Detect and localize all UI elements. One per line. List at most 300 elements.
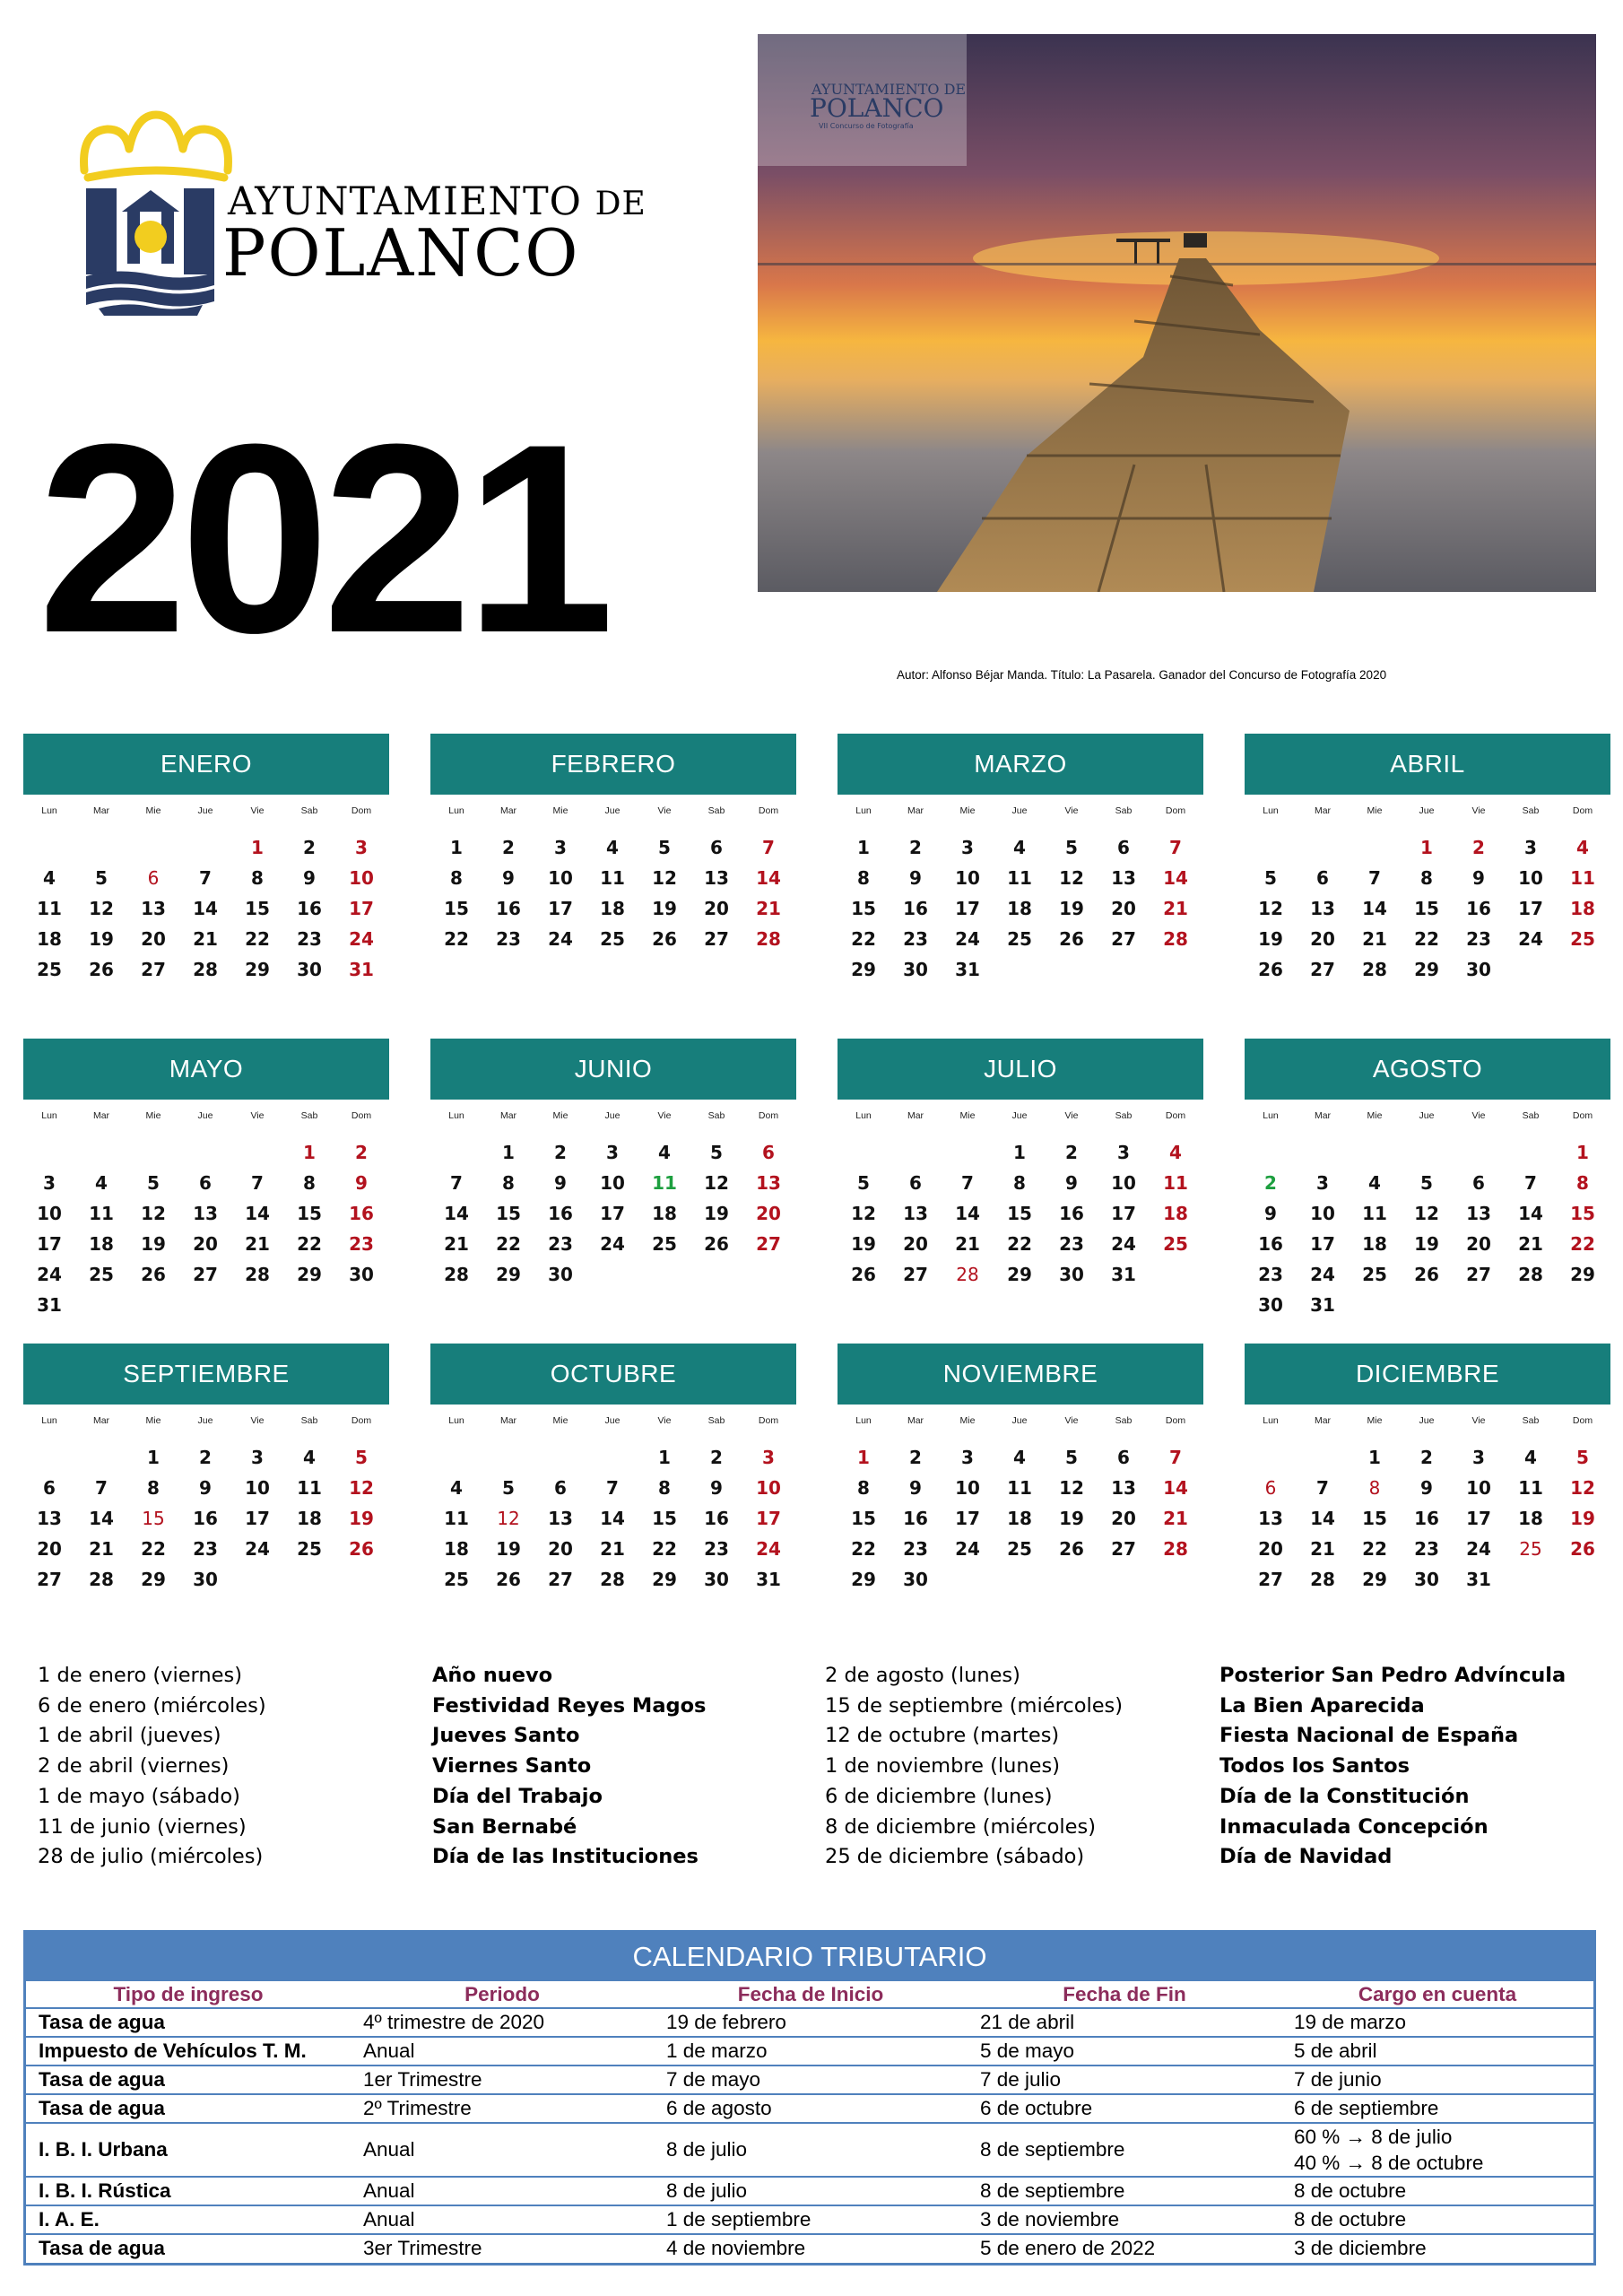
- day-empty: [127, 1137, 179, 1168]
- day-cell: 29: [652, 1569, 677, 1590]
- day-cell: 6: [762, 1142, 775, 1163]
- weekday-label: Dom: [1165, 1110, 1186, 1121]
- day-cell: 14: [444, 1203, 469, 1224]
- day-cell: 17: [349, 898, 374, 919]
- weekday-label: Jue: [1011, 1415, 1028, 1426]
- day-cell: 8: [1420, 867, 1433, 889]
- day-cell: 6: [199, 1172, 212, 1194]
- day-cell: 8: [1368, 1477, 1381, 1499]
- day-cell: 12: [497, 1508, 520, 1529]
- tributario-row: [26, 2177, 1593, 2205]
- day-cell: 29: [1362, 1569, 1387, 1590]
- month-header: NOVIEMBRE: [838, 1344, 1203, 1405]
- day-cell: 5: [1576, 1447, 1589, 1468]
- weekday-label: Sab: [1522, 1110, 1540, 1121]
- day-cell: 11: [1518, 1477, 1543, 1499]
- tributario-column-header: Fecha de Fin: [968, 1981, 1281, 2008]
- day-cell: 29: [851, 1569, 876, 1590]
- day-cell: 3: [606, 1142, 619, 1163]
- day-cell: 9: [1264, 1203, 1277, 1224]
- day-cell: 16: [903, 898, 928, 919]
- day-cell: 13: [37, 1508, 62, 1529]
- weekday-label: Dom: [758, 805, 779, 816]
- day-cell: 22: [245, 928, 270, 950]
- tributario-column-header: Tipo de ingreso: [26, 1981, 351, 2008]
- day-cell: 25: [1007, 928, 1032, 950]
- day-cell: 9: [909, 1477, 922, 1499]
- day-cell: 20: [903, 1233, 928, 1255]
- month-header: DICIEMBRE: [1245, 1344, 1610, 1405]
- day-cell: 23: [349, 1233, 374, 1255]
- holiday-name: Día de la Constitución: [1219, 1784, 1470, 1808]
- weekday-label: Lun: [855, 1415, 872, 1426]
- tributario-cell: 1 de septiembre: [654, 2205, 968, 2234]
- day-cell: 17: [37, 1233, 62, 1255]
- day-cell: 31: [349, 959, 374, 980]
- month-header: JUNIO: [430, 1039, 796, 1100]
- day-cell: 19: [89, 928, 114, 950]
- day-cell: 26: [1059, 1538, 1084, 1560]
- tributario-column-header: Fecha de Inicio: [654, 1981, 968, 2008]
- weekday-label: Lun: [1263, 1415, 1279, 1426]
- day-cell: 11: [652, 1172, 677, 1194]
- tributario-cell: 7 de mayo: [654, 2066, 968, 2094]
- weekday-label: Jue: [1011, 1110, 1028, 1121]
- day-empty: [1297, 1137, 1349, 1168]
- day-cell: 7: [1368, 867, 1381, 889]
- day-cell: 28: [956, 1264, 979, 1285]
- weekday-label: Mar: [499, 1415, 517, 1426]
- day-cell: 23: [548, 1233, 573, 1255]
- tributario-cell: 8 de octubre: [1281, 2177, 1593, 2205]
- day-cell: 18: [37, 928, 62, 950]
- day-cell: 8: [857, 867, 870, 889]
- day-cell: 30: [903, 959, 928, 980]
- day-cell: 20: [1258, 1538, 1283, 1560]
- tributario-cell: I. A. E.: [26, 2205, 351, 2234]
- tributario-cell: 3 de noviembre: [968, 2205, 1281, 2234]
- day-cell: 14: [245, 1203, 270, 1224]
- day-cell: 26: [349, 1538, 374, 1560]
- day-empty: [23, 832, 75, 863]
- day-cell: 17: [955, 898, 980, 919]
- weekday-label: Lun: [41, 1110, 57, 1121]
- day-cell: 25: [1570, 928, 1595, 950]
- day-cell: 9: [1065, 1172, 1078, 1194]
- day-cell: 4: [43, 867, 56, 889]
- day-cell: 14: [1362, 898, 1387, 919]
- tributario-cell: 1er Trimestre: [351, 2066, 654, 2094]
- weekday-label: Lun: [448, 805, 464, 816]
- day-cell: 5: [1065, 837, 1078, 858]
- day-cell: 21: [1362, 928, 1387, 950]
- day-cell: 24: [756, 1538, 781, 1560]
- day-cell: 2: [355, 1142, 368, 1163]
- day-cell: 17: [1518, 898, 1543, 919]
- day-cell: 14: [756, 867, 781, 889]
- tributario-cell: Tasa de agua: [26, 2094, 351, 2123]
- day-cell: 23: [1466, 928, 1491, 950]
- day-cell: 2: [909, 837, 922, 858]
- day-cell: 27: [1111, 928, 1136, 950]
- day-cell: 3: [43, 1172, 56, 1194]
- day-cell: 20: [548, 1538, 573, 1560]
- day-cell: 11: [1362, 1203, 1387, 1224]
- day-cell: 5: [710, 1142, 723, 1163]
- day-cell: 1: [658, 1447, 671, 1468]
- day-cell: 5: [857, 1172, 870, 1194]
- day-cell: 15: [496, 1203, 521, 1224]
- day-cell: 8: [251, 867, 264, 889]
- day-cell: 4: [303, 1447, 316, 1468]
- weekday-label: Mie: [1367, 805, 1383, 816]
- day-cell: 9: [554, 1172, 567, 1194]
- day-cell: 28: [1163, 1538, 1188, 1560]
- day-cell: 4: [1368, 1172, 1381, 1194]
- holiday-date: 1 de mayo (sábado): [38, 1784, 240, 1808]
- day-empty: [231, 1137, 283, 1168]
- day-cell: 6: [1117, 1447, 1130, 1468]
- day-cell: 14: [193, 898, 218, 919]
- weekday-label: Vie: [1471, 1110, 1486, 1121]
- day-cell: 21: [756, 898, 781, 919]
- day-cell: 19: [851, 1233, 876, 1255]
- weekday-label: Mie: [959, 1110, 976, 1121]
- day-cell: 7: [199, 867, 212, 889]
- weekday-label: Lun: [855, 1110, 872, 1121]
- year-title: 2021: [38, 387, 608, 689]
- day-empty: [1245, 832, 1297, 863]
- weekday-label: Vie: [1064, 1110, 1079, 1121]
- day-cell: 2: [1472, 837, 1485, 858]
- day-cell: 3: [1524, 837, 1537, 858]
- day-cell: 21: [245, 1233, 270, 1255]
- day-cell: 30: [704, 1569, 729, 1590]
- weekday-label: Dom: [758, 1415, 779, 1426]
- day-cell: 29: [297, 1264, 322, 1285]
- weekday-label: Jue: [197, 1110, 213, 1121]
- holiday-name: Inmaculada Concepción: [1219, 1814, 1488, 1839]
- tributario-cell: 8 de julio: [654, 2123, 968, 2177]
- day-cell: 19: [141, 1233, 166, 1255]
- day-cell: 28: [1310, 1569, 1335, 1590]
- day-cell: 17: [1111, 1203, 1136, 1224]
- weekday-label: Mie: [552, 1415, 568, 1426]
- day-cell: 4: [1169, 1142, 1182, 1163]
- day-cell: 20: [1466, 1233, 1491, 1255]
- weekday-label: Vie: [1471, 1415, 1486, 1426]
- weekday-label: Sab: [707, 1110, 725, 1121]
- day-empty: [1349, 832, 1401, 863]
- day-cell: 28: [756, 928, 781, 950]
- weekday-label: Jue: [1419, 805, 1435, 816]
- month-header: ENERO: [23, 734, 389, 795]
- day-empty: [586, 1442, 638, 1473]
- weekday-label: Jue: [604, 1415, 621, 1426]
- day-cell: 7: [1524, 1172, 1537, 1194]
- day-cell: 28: [1362, 959, 1387, 980]
- holiday-date: 2 de agosto (lunes): [825, 1664, 1020, 1687]
- weekday-label: Lun: [1263, 805, 1279, 816]
- tributario-table: [26, 1981, 1593, 2262]
- day-cell: 25: [89, 1264, 114, 1285]
- day-cell: 30: [1414, 1569, 1439, 1590]
- day-cell: 21: [1163, 898, 1188, 919]
- watermark-line2: POLANCO: [810, 93, 944, 123]
- weekday-label: Jue: [1011, 805, 1028, 816]
- day-cell: 11: [1007, 1477, 1032, 1499]
- day-cell: 18: [1007, 898, 1032, 919]
- day-cell: 31: [37, 1294, 62, 1316]
- tributario-cell: Tasa de agua: [39, 2237, 165, 2259]
- holiday-name: Todos los Santos: [1219, 1754, 1410, 1779]
- day-cell: 12: [89, 898, 114, 919]
- weekday-label: Sab: [707, 1415, 725, 1426]
- day-cell: 7: [961, 1172, 974, 1194]
- day-cell: 18: [89, 1233, 114, 1255]
- day-cell: 13: [548, 1508, 573, 1529]
- day-cell: 19: [1258, 928, 1283, 950]
- holiday-date: 1 de noviembre (lunes): [825, 1754, 1061, 1779]
- day-cell: 31: [1111, 1264, 1136, 1285]
- day-cell: 16: [1466, 898, 1491, 919]
- day-cell: 30: [1258, 1294, 1283, 1316]
- calendar-grid: [23, 734, 1598, 1613]
- day-cell: 21: [1163, 1508, 1188, 1529]
- day-cell: 15: [851, 1508, 876, 1529]
- day-empty: [890, 1137, 942, 1168]
- day-cell: 23: [496, 928, 521, 950]
- day-cell: 26: [89, 959, 114, 980]
- weekday-label: Lun: [41, 1415, 57, 1426]
- day-cell: 28: [444, 1264, 469, 1285]
- day-cell: 4: [1013, 1447, 1026, 1468]
- day-cell: 22: [1007, 1233, 1032, 1255]
- day-cell: 4: [1013, 837, 1026, 858]
- day-cell: 4: [450, 1477, 463, 1499]
- day-cell: 19: [652, 898, 677, 919]
- day-cell: 31: [955, 959, 980, 980]
- day-cell: 23: [1258, 1264, 1283, 1285]
- day-cell: 12: [349, 1477, 374, 1499]
- day-cell: 12: [704, 1172, 729, 1194]
- day-cell: 22: [444, 928, 469, 950]
- day-empty: [430, 1442, 482, 1473]
- weekday-label: Sab: [1522, 805, 1540, 816]
- day-empty: [482, 1442, 534, 1473]
- month-header: OCTUBRE: [430, 1344, 796, 1405]
- tributario-cell: 4 de noviembre: [666, 2237, 806, 2259]
- weekday-label: Mar: [499, 805, 517, 816]
- day-cell: 15: [1414, 898, 1439, 919]
- day-cell: 5: [355, 1447, 368, 1468]
- day-cell: 30: [1059, 1264, 1084, 1285]
- day-cell: 22: [1362, 1538, 1387, 1560]
- day-cell: 27: [1310, 959, 1335, 980]
- watermark-subtitle: VII Concurso de Fotografía: [819, 122, 914, 130]
- day-cell: 5: [1065, 1447, 1078, 1468]
- day-cell: 2: [502, 837, 515, 858]
- month-diciembre: [1245, 1344, 1610, 1595]
- day-cell: 23: [903, 1538, 928, 1560]
- day-cell: 20: [193, 1233, 218, 1255]
- day-cell: 6: [1117, 837, 1130, 858]
- day-cell: 15: [444, 898, 469, 919]
- weekday-label: Dom: [1572, 1415, 1593, 1426]
- day-cell: 5: [502, 1477, 515, 1499]
- day-cell: 25: [1163, 1233, 1188, 1255]
- tributario-row: [26, 2123, 1593, 2177]
- day-cell: 22: [1570, 1233, 1595, 1255]
- day-cell: 8: [502, 1172, 515, 1194]
- day-empty: [534, 1442, 586, 1473]
- day-cell: 19: [1414, 1233, 1439, 1255]
- holiday-date: 11 de junio (viernes): [38, 1814, 247, 1839]
- day-cell: 6: [43, 1477, 56, 1499]
- weekday-label: Vie: [250, 1415, 265, 1426]
- day-cell: 16: [1414, 1508, 1439, 1529]
- day-empty: [75, 832, 127, 863]
- weekday-label: Mar: [499, 1110, 517, 1121]
- day-cell: 11: [444, 1508, 469, 1529]
- day-cell: 11: [37, 898, 62, 919]
- day-cell: 7: [606, 1477, 619, 1499]
- day-cell: 11: [89, 1203, 114, 1224]
- day-cell: 12: [1059, 1477, 1084, 1499]
- day-cell: 2: [909, 1447, 922, 1468]
- day-cell: 15: [1570, 1203, 1595, 1224]
- tributario-cell: 6 de septiembre: [1281, 2094, 1593, 2123]
- day-cell: 8: [147, 1477, 160, 1499]
- month-abril: [1245, 734, 1610, 985]
- day-cell: 3: [554, 837, 567, 858]
- day-cell: 8: [1013, 1172, 1026, 1194]
- day-cell: 1: [857, 1447, 870, 1468]
- month-header: SEPTIEMBRE: [23, 1344, 389, 1405]
- tributario-cell: 19 de marzo: [1281, 2008, 1593, 2037]
- cover-photo: [758, 34, 1596, 592]
- day-cell: 24: [1111, 1233, 1136, 1255]
- weekday-label: Mar: [1314, 805, 1332, 816]
- day-empty: [1505, 1137, 1557, 1168]
- month-septiembre: [23, 1344, 389, 1595]
- day-cell: 15: [851, 898, 876, 919]
- day-empty: [1453, 1137, 1505, 1168]
- weekday-label: Sab: [300, 1415, 318, 1426]
- tributario-cell: 8 de septiembre: [968, 2123, 1281, 2177]
- weekday-label: Sab: [300, 805, 318, 816]
- day-cell: 6: [554, 1477, 567, 1499]
- tributario-cell: 7 de julio: [968, 2066, 1281, 2094]
- weekday-label: Dom: [758, 1110, 779, 1121]
- day-cell: 26: [704, 1233, 729, 1255]
- weekday-label: Mar: [907, 1110, 924, 1121]
- weekday-label: Lun: [448, 1110, 464, 1121]
- day-cell: 22: [141, 1538, 166, 1560]
- day-cell: 4: [95, 1172, 108, 1194]
- day-cell: 6: [1316, 867, 1329, 889]
- day-cell: 29: [851, 959, 876, 980]
- day-cell: 6: [1264, 1477, 1277, 1499]
- day-cell: 10: [1111, 1172, 1136, 1194]
- day-cell: 27: [1258, 1569, 1283, 1590]
- holiday-date: 15 de septiembre (miércoles): [825, 1693, 1124, 1718]
- tributario-cell: 6 de octubre: [968, 2094, 1281, 2123]
- day-cell: 11: [1570, 867, 1595, 889]
- day-cell: 27: [756, 1233, 781, 1255]
- tributario-cell: 5 de abril: [1281, 2037, 1593, 2066]
- weekday-label: Dom: [351, 1110, 372, 1121]
- holiday-name: Día de las Instituciones: [432, 1845, 699, 1869]
- day-cell: 23: [1059, 1233, 1084, 1255]
- weekday-label: Jue: [604, 805, 621, 816]
- day-cell: 24: [1518, 928, 1543, 950]
- day-cell: 29: [1570, 1264, 1595, 1285]
- day-cell: 11: [297, 1477, 322, 1499]
- month-header: MAYO: [23, 1039, 389, 1100]
- holiday-name: Festividad Reyes Magos: [432, 1693, 707, 1718]
- month-header: JULIO: [838, 1039, 1203, 1100]
- day-cell: 1: [1420, 837, 1433, 858]
- weekday-label: Vie: [657, 1415, 672, 1426]
- day-cell: 3: [762, 1447, 775, 1468]
- weekday-label: Mar: [92, 1110, 110, 1121]
- day-cell: 14: [955, 1203, 980, 1224]
- day-cell: 27: [704, 928, 729, 950]
- holiday-name: Viernes Santo: [432, 1754, 592, 1779]
- day-cell: 19: [704, 1203, 729, 1224]
- month-junio: [430, 1039, 796, 1290]
- day-empty: [179, 1137, 231, 1168]
- day-cell: 25: [297, 1538, 322, 1560]
- day-cell: 16: [548, 1203, 573, 1224]
- day-cell: 19: [496, 1538, 521, 1560]
- weekday-label: Mar: [1314, 1110, 1332, 1121]
- day-cell: 25: [1519, 1538, 1542, 1560]
- day-cell: 7: [95, 1477, 108, 1499]
- holiday-name: Día de Navidad: [1219, 1845, 1393, 1869]
- day-cell: 13: [1258, 1508, 1283, 1529]
- day-cell: 20: [141, 928, 166, 950]
- day-cell: 23: [903, 928, 928, 950]
- day-cell: 9: [1420, 1477, 1433, 1499]
- day-cell: 25: [1007, 1538, 1032, 1560]
- day-cell: 15: [245, 898, 270, 919]
- day-cell: 8: [303, 1172, 316, 1194]
- day-cell: 28: [600, 1569, 625, 1590]
- day-cell: 1: [502, 1142, 515, 1163]
- tributario-cell: Anual: [351, 2123, 654, 2177]
- month-julio: [838, 1039, 1203, 1290]
- day-cell: 26: [1258, 959, 1283, 980]
- day-cell: 19: [1059, 898, 1084, 919]
- weekday-label: Mar: [92, 1415, 110, 1426]
- day-empty: [1349, 1137, 1401, 1168]
- weekday-label: Mar: [1314, 1415, 1332, 1426]
- day-cell: 3: [1472, 1447, 1485, 1468]
- day-cell: 5: [1264, 867, 1277, 889]
- day-cell: 20: [704, 898, 729, 919]
- day-empty: [75, 1442, 127, 1473]
- tributario-cell: 2º Trimestre: [351, 2094, 654, 2123]
- month-header: FEBRERO: [430, 734, 796, 795]
- tributario-cell: 60 % → 8 de julio 40 % → 8 de octubre: [1281, 2123, 1593, 2177]
- day-cell: 13: [1111, 1477, 1136, 1499]
- day-cell: 20: [37, 1538, 62, 1560]
- holiday-name: Día del Trabajo: [432, 1784, 603, 1808]
- day-cell: 27: [1111, 1538, 1136, 1560]
- day-cell: 16: [349, 1203, 374, 1224]
